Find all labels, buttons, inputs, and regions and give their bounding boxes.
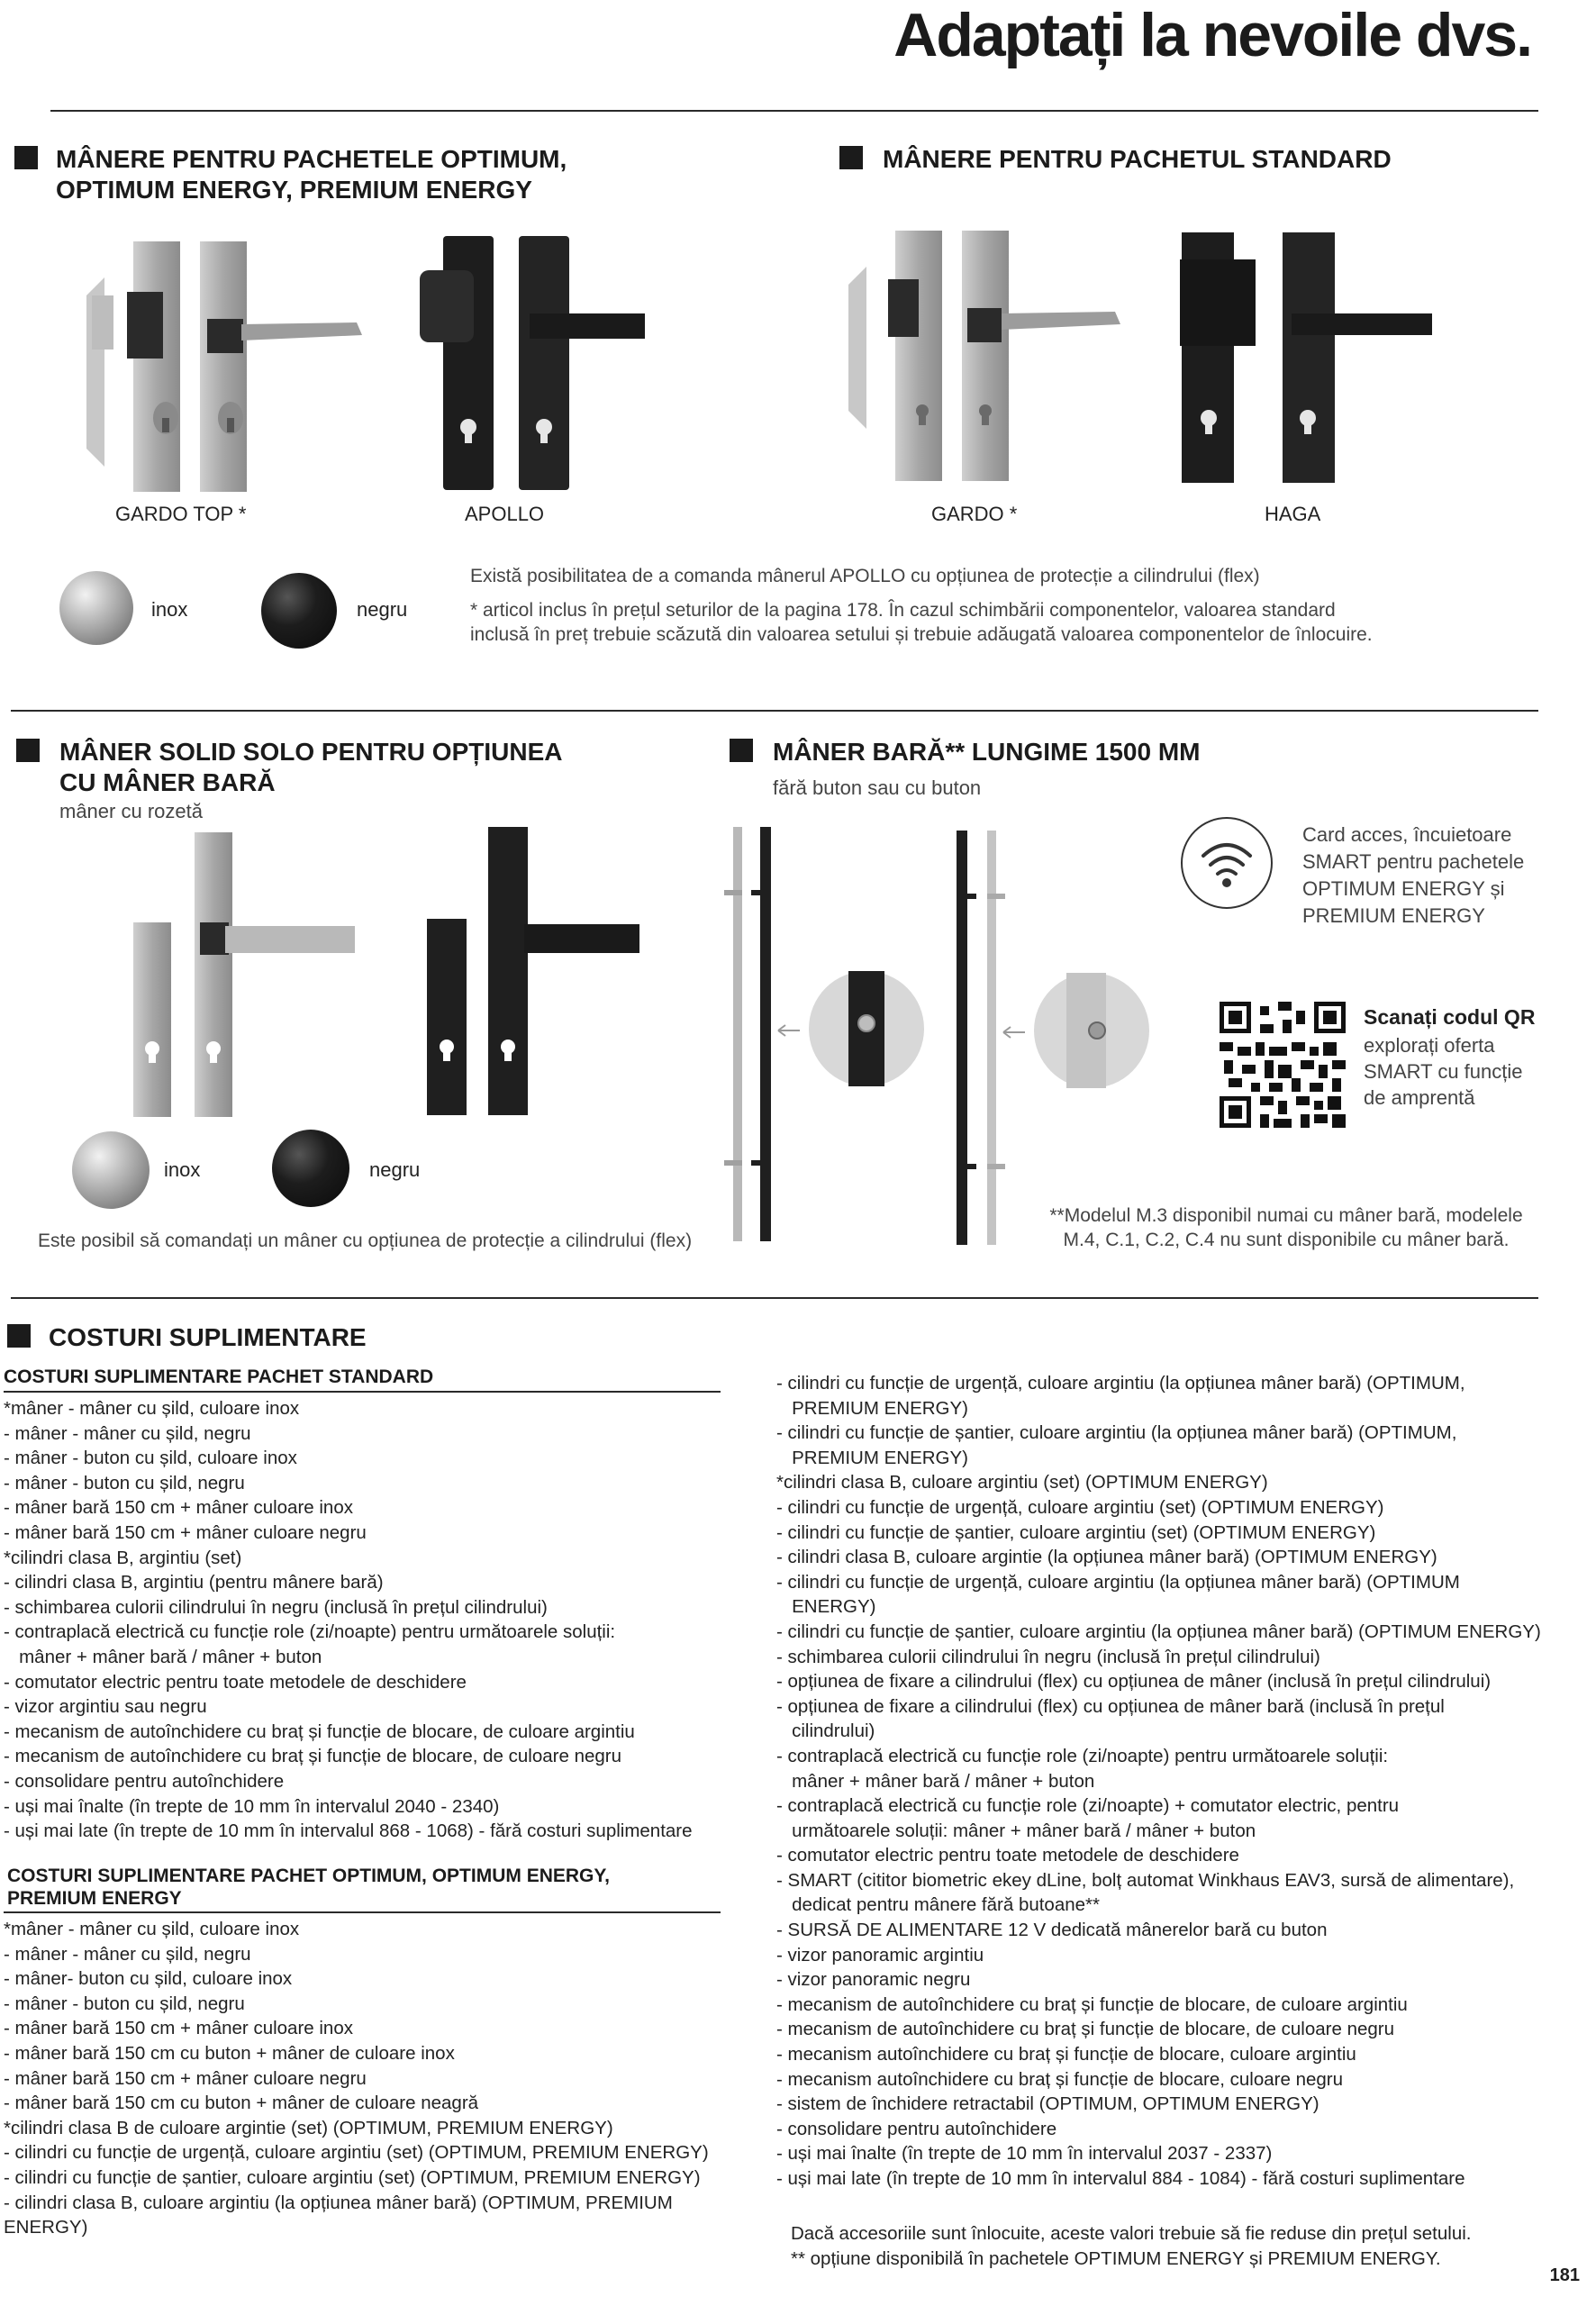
cost-list-item: - cilindri cu funcție de urgență, culoare argintiu (la opțiunea mâner bară) (OPTIMUM ENERGY) bbox=[776, 1571, 1460, 1618]
cost-list-item: - mâner - mâner cu șild, negru bbox=[4, 1943, 251, 1965]
section2-divider bbox=[11, 710, 1538, 712]
black-finish-swatch bbox=[261, 573, 337, 649]
optimum-costs-list-left bbox=[4, 1917, 733, 2240]
cost-list-item: - mecanism de autoînchidere cu braț și funcție de blocare, de culoare argintiu bbox=[776, 1993, 1408, 2015]
cost-list-item: - mecanism de autoînchidere cu braț și funcție de blocare, de culoare negru bbox=[4, 1746, 621, 1767]
page-number: 181 bbox=[1549, 2265, 1580, 2285]
cost-list-item: - mâner - buton cu șild, culoare inox bbox=[4, 1448, 297, 1469]
page-title: Adaptați la nevoile dvs. bbox=[893, 1, 1531, 69]
cost-list-item: - mâner bară 150 cm + mâner culoare negru bbox=[4, 1521, 367, 1543]
bar-model-note: **Modelul M.3 disponibil numai cu mâner bară, modelele M.4, C.1, C.2, C.4 nu sunt disponibile cu mâner bară. bbox=[1049, 1205, 1523, 1250]
footer-note-replacement: Dacă accesoriile sunt înlocuite, aceste valori trebuie să fie reduse din prețul setului. bbox=[791, 2223, 1472, 2244]
title-divider bbox=[50, 110, 1538, 112]
wifi-icon bbox=[1178, 814, 1275, 912]
cost-list-item: - cilindri clasa B, culoare argintie (la opțiunea mâner bară) (OPTIMUM ENERGY) bbox=[776, 1547, 1437, 1568]
cost-list-item: - mâner - mâner cu șild, negru bbox=[4, 1422, 251, 1444]
cost-list-item: - mecanism de autoînchidere cu braț și funcție de blocare, de culoare negru bbox=[776, 2019, 1394, 2040]
finish-label-inox: inox bbox=[164, 1158, 201, 1181]
apollo-flex-note: Există posibilitatea de a comanda mânerul APOLLO cu opțiunea de protecție a cilindrului (flex) bbox=[470, 566, 1260, 586]
caption-gardo: GARDO * bbox=[931, 503, 1018, 525]
cost-list-item: - mâner - buton cu șild, negru bbox=[4, 1472, 245, 1493]
standard-costs-list bbox=[4, 1396, 724, 1844]
caption-gardo-top: GARDO TOP * bbox=[115, 503, 247, 525]
heading-optimum-handles: MÂNERE PENTRU PACHETELE OPTIMUM, OPTIMUM ENERGY, PREMIUM ENERGY bbox=[56, 145, 567, 204]
standard-costs-title: COSTURI SUPLIMENTARE PACHET STANDARD bbox=[4, 1366, 434, 1387]
cost-list-item: - uși mai late (în trepte de 10 mm în intervalul 884 - 1084) - fără costuri suplimentare bbox=[776, 2168, 1465, 2189]
inox-finish-swatch bbox=[59, 571, 133, 645]
cost-list-item: - cilindri cu funcție de urgență, culoare argintiu (la opțiunea mâner bară) (OPTIMUM, PREMIUM ENERGY) bbox=[776, 1373, 1465, 1419]
cost-list-item: *cilindri clasa B, argintiu (set) bbox=[4, 1547, 242, 1568]
cost-list-item: - uși mai înalte (în trepte de 10 mm în intervalul 2040 - 2340) bbox=[4, 1795, 500, 1817]
costs-divider bbox=[11, 1297, 1538, 1299]
cost-list-item: - cilindri cu funcție de urgență, culoare argintiu (set) (OPTIMUM ENERGY) bbox=[776, 1496, 1384, 1518]
cost-list-item: - cilindri clasa B, culoare argintiu (la opțiunea mâner bară) (OPTIMUM, PREMIUM ENERGY) bbox=[4, 2192, 678, 2238]
cost-list-item: - vizor panoramic negru bbox=[776, 1969, 971, 1991]
caption-apollo: APOLLO bbox=[465, 503, 545, 525]
cost-list-item: - vizor argintiu sau negru bbox=[4, 1696, 207, 1718]
gardo-handle-image bbox=[848, 231, 1137, 483]
cost-list-item: - schimbarea culorii cilindrului în negru (inclusă în prețul cilindrului) bbox=[4, 1596, 548, 1618]
qr-scan-text: explorați oferta SMART cu funcție de amprentă bbox=[1364, 1034, 1523, 1109]
heading-marker bbox=[14, 146, 38, 169]
gardo-top-handle-image bbox=[86, 241, 375, 494]
cost-list-item: - opțiunea de fixare a cilindrului (flex) cu opțiunea de mâner bară (inclusă în prețul cilindrului) bbox=[776, 1695, 1445, 1742]
cost-list-item: - consolidare pentru autoînchidere bbox=[4, 1770, 285, 1792]
cost-list-item: - opțiunea de fixare a cilindrului (flex) cu opțiunea de mâner (inclusă în prețul cilindrului) bbox=[776, 1671, 1492, 1693]
inox-button-detail-image bbox=[998, 971, 1151, 1094]
cost-list-item: - uși mai late (în trepte de 10 mm în intervalul 868 - 1068) - fără costuri suplimentare bbox=[4, 1820, 693, 1842]
cost-list-item: *mâner - mâner cu șild, culoare inox bbox=[4, 1398, 300, 1419]
finish-label-negru: negru bbox=[357, 598, 408, 621]
cost-list-item: - cilindri cu funcție de urgență, culoare argintiu (set) (OPTIMUM, PREMIUM ENERGY) bbox=[4, 2142, 709, 2164]
cost-list-item: - schimbarea culorii cilindrului în negru (inclusă în prețul cilindrului) bbox=[776, 1646, 1320, 1667]
heading-marker bbox=[7, 1324, 31, 1348]
heading-bar-handle: MÂNER BARĂ** LUNGIME 1500 MM bbox=[773, 738, 1201, 766]
cost-list-item: *mâner - mâner cu șild, culoare inox bbox=[4, 1919, 300, 1939]
cost-list-item: - sistem de închidere retractabil (OPTIMUM, OPTIMUM ENERGY) bbox=[776, 2093, 1319, 2115]
heading-marker bbox=[839, 146, 863, 169]
solo-handle-black-image bbox=[423, 827, 657, 1120]
cost-list-item: - vizor panoramic argintiu bbox=[776, 1944, 984, 1966]
cost-list-item: *cilindri clasa B, culoare argintiu (set) (OPTIMUM ENERGY) bbox=[776, 1472, 1268, 1493]
inox-finish-swatch bbox=[72, 1131, 150, 1209]
cost-list-item: - mâner bară 150 cm cu buton + mâner de culoare inox bbox=[4, 2042, 455, 2064]
footer-note-availability: ** opțiune disponibilă în pachetele OPTIMUM ENERGY și PREMIUM ENERGY. bbox=[791, 2248, 1441, 2269]
cost-list-item: - mecanism de autoînchidere cu braț și funcție de blocare, de culoare argintiu bbox=[4, 1720, 635, 1742]
cost-list-item: - mecanism autoînchidere cu braț și funcție de blocare, culoare argintiu bbox=[776, 2044, 1356, 2065]
cost-list-item: - consolidare pentru autoînchidere bbox=[776, 2118, 1057, 2139]
optimum-costs-title: COSTURI SUPLIMENTARE PACHET OPTIMUM, OPTIMUM ENERGY, PREMIUM ENERGY bbox=[7, 1866, 610, 1909]
cost-list-item: - mâner - buton cu șild, negru bbox=[4, 1993, 245, 2014]
cost-list-item: - comutator electric pentru toate metodele de deschidere bbox=[4, 1671, 467, 1693]
haga-handle-image bbox=[1171, 232, 1441, 485]
heading-marker bbox=[16, 739, 40, 762]
heading-marker bbox=[730, 739, 753, 762]
heading-solo-handle: MÂNER SOLID SOLO PENTRU OPȚIUNEA CU MÂNER BARĂ bbox=[59, 738, 562, 796]
cost-list-item: - mâner bară 150 cm cu buton + mâner de culoare neagră bbox=[4, 2093, 479, 2114]
solo-handle-inox-image bbox=[126, 832, 360, 1121]
cost-list-item: - cilindri cu funcție de șantier, culoare argintiu (la opțiunea mâner bară) (OPTIMUM ENERGY) bbox=[776, 1621, 1541, 1642]
smart-access-text: Card acces, încuietoare SMART pentru pachetele OPTIMUM ENERGY și PREMIUM ENERGY bbox=[1302, 823, 1525, 927]
cost-list-item: *cilindri clasa B de culoare argintie (set) (OPTIMUM, PREMIUM ENERGY) bbox=[4, 2117, 613, 2138]
cost-list-item: - SURSĂ DE ALIMENTARE 12 V dedicată mânerelor bară cu buton bbox=[776, 1920, 1328, 1941]
finish-label-negru: negru bbox=[369, 1158, 421, 1181]
qr-code-icon[interactable] bbox=[1220, 1002, 1346, 1128]
black-finish-swatch bbox=[272, 1130, 349, 1207]
costs-heading: COSTURI SUPLIMENTARE bbox=[49, 1323, 367, 1351]
finish-label-inox: inox bbox=[151, 598, 188, 621]
solo-flex-note: Este posibil să comandați un mâner cu opțiunea de protecție a cilindrului (flex) bbox=[38, 1230, 693, 1251]
cost-list-item: - mâner- buton cu șild, culoare inox bbox=[4, 1968, 293, 1990]
cost-list-item: - mâner bară 150 cm + mâner culoare inox bbox=[4, 1497, 353, 1519]
bar-handle-subtitle: fără buton sau cu buton bbox=[773, 776, 982, 799]
cost-list-item: - mecanism autoînchidere cu braț și funcție de blocare, culoare negru bbox=[776, 2068, 1344, 2090]
solo-handle-subtitle: mâner cu rozetă bbox=[59, 800, 203, 822]
optimum-costs-list-right bbox=[776, 1371, 1551, 2192]
heading-standard-handles: MÂNERE PENTRU PACHETUL STANDARD bbox=[883, 145, 1392, 173]
black-button-detail-image bbox=[773, 969, 926, 1092]
standard-costs-underline bbox=[4, 1391, 721, 1393]
cost-list-item: - contraplacă electrică cu funcție role (zi/noapte) pentru următoarele soluții: mâner + mâner bară / mâner + buton bbox=[776, 1745, 1389, 1792]
cost-list-item: - uși mai înalte (în trepte de 10 mm în intervalul 2037 - 2337) bbox=[776, 2143, 1273, 2165]
standard-value-note: * articol inclus în prețul seturilor de la pagina 178. În cazul schimbării componentelor, valoarea standard inclusă în preț trebuie scăzută din valoarea setului și trebuie adăugată valoarea componentelor de înlocuire. bbox=[470, 600, 1373, 645]
cost-list-item: - mâner bară 150 cm + mâner culoare negru bbox=[4, 2067, 367, 2089]
cost-list-item: - cilindri clasa B, argintiu (pentru mânere bară) bbox=[4, 1572, 384, 1593]
cost-list-item: - SMART (cititor biometric ekey dLine, bolț automat Winkhaus EAV3, sursă de alimentare), dedicat pentru mânere fără butoane** bbox=[776, 1869, 1515, 1916]
optimum-costs-underline bbox=[4, 1911, 721, 1913]
cost-list-item: - contraplacă electrică cu funcție role (zi/noapte) + comutator electric, pentru următoarele soluții: mâner + mâner bară / mâner + buton bbox=[776, 1795, 1400, 1841]
cost-list-item: - contraplacă electrică cu funcție role (zi/noapte) pentru următoarele soluții: mâner + mâner bară / mâner + buton bbox=[4, 1621, 616, 1667]
cost-list-item: - comutator electric pentru toate metodele de deschidere bbox=[776, 1845, 1239, 1866]
cost-list-item: - mâner bară 150 cm + mâner culoare inox bbox=[4, 2018, 353, 2039]
cost-list-item: - cilindri cu funcție de șantier, culoare argintiu (set) (OPTIMUM, PREMIUM ENERGY) bbox=[4, 2166, 701, 2188]
cost-list-item: - cilindri cu funcție de șantier, culoare argintiu (la opțiunea mâner bară) (OPTIMUM, PREMIUM ENERGY) bbox=[776, 1422, 1457, 1468]
qr-scan-title: Scanați codul QR bbox=[1364, 1005, 1536, 1029]
cost-list-item: - cilindri cu funcție de șantier, culoare argintiu (set) (OPTIMUM ENERGY) bbox=[776, 1521, 1376, 1543]
apollo-handle-image bbox=[414, 236, 648, 493]
caption-haga: HAGA bbox=[1265, 503, 1321, 525]
